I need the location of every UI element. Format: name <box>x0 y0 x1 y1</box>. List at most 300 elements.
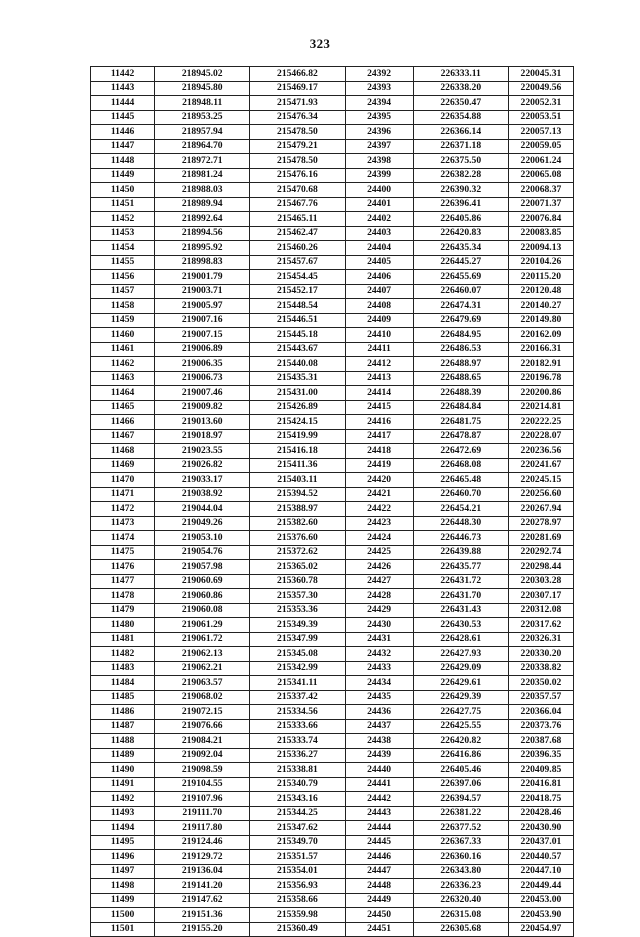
cell-x-coord-b: 226381.22 <box>413 806 508 821</box>
cell-point-id-a: 11467 <box>91 429 155 444</box>
table-row <box>91 125 574 140</box>
cell-x-coord-b: 226430.53 <box>413 618 508 633</box>
cell-x-coord-b: 226429.39 <box>413 690 508 705</box>
table-row <box>91 763 574 778</box>
cell-x-coord-a: 219007.46 <box>155 386 250 401</box>
cell-y-coord-a: 215337.42 <box>250 690 345 705</box>
cell-point-id-a: 11470 <box>91 473 155 488</box>
cell-y-coord-a: 215382.60 <box>250 516 345 531</box>
cell-point-id-a: 11498 <box>91 879 155 894</box>
cell-point-id-a: 11488 <box>91 734 155 749</box>
cell-y-coord-a: 215440.08 <box>250 357 345 372</box>
table-row <box>91 835 574 850</box>
cell-y-coord-a: 215467.76 <box>250 197 345 212</box>
cell-y-coord-b: 220182.91 <box>508 357 573 372</box>
table-row <box>91 661 574 676</box>
table-row <box>91 893 574 908</box>
table-row <box>91 516 574 531</box>
cell-point-id-b: 24395 <box>345 110 413 125</box>
cell-x-coord-a: 219060.08 <box>155 603 250 618</box>
cell-x-coord-b: 226484.84 <box>413 400 508 415</box>
cell-point-id-a: 11449 <box>91 168 155 183</box>
cell-point-id-b: 24405 <box>345 255 413 270</box>
table-row <box>91 371 574 386</box>
cell-y-coord-b: 220052.31 <box>508 96 573 111</box>
table-row <box>91 386 574 401</box>
cell-point-id-b: 24434 <box>345 676 413 691</box>
cell-x-coord-a: 219044.04 <box>155 502 250 517</box>
cell-y-coord-b: 220409.85 <box>508 763 573 778</box>
cell-point-id-b: 24392 <box>345 67 413 82</box>
cell-point-id-a: 11500 <box>91 908 155 923</box>
cell-x-coord-a: 219033.17 <box>155 473 250 488</box>
cell-point-id-a: 11476 <box>91 560 155 575</box>
cell-x-coord-b: 226390.32 <box>413 183 508 198</box>
cell-y-coord-b: 220083.85 <box>508 226 573 241</box>
table-row <box>91 792 574 807</box>
cell-y-coord-a: 215448.54 <box>250 299 345 314</box>
table-row <box>91 444 574 459</box>
cell-x-coord-a: 219006.89 <box>155 342 250 357</box>
cell-x-coord-a: 218945.02 <box>155 67 250 82</box>
cell-y-coord-a: 215465.11 <box>250 212 345 227</box>
cell-y-coord-a: 215376.60 <box>250 531 345 546</box>
cell-y-coord-a: 215345.08 <box>250 647 345 662</box>
cell-point-id-a: 11469 <box>91 458 155 473</box>
cell-x-coord-a: 219155.20 <box>155 922 250 937</box>
cell-point-id-b: 24401 <box>345 197 413 212</box>
cell-y-coord-b: 220326.31 <box>508 632 573 647</box>
cell-x-coord-b: 226460.70 <box>413 487 508 502</box>
cell-point-id-a: 11477 <box>91 574 155 589</box>
cell-point-id-b: 24402 <box>345 212 413 227</box>
cell-point-id-b: 24406 <box>345 270 413 285</box>
cell-point-id-a: 11483 <box>91 661 155 676</box>
cell-y-coord-a: 215344.25 <box>250 806 345 821</box>
cell-x-coord-a: 218998.83 <box>155 255 250 270</box>
cell-y-coord-a: 215340.79 <box>250 777 345 792</box>
cell-y-coord-b: 220059.05 <box>508 139 573 154</box>
cell-y-coord-b: 220373.76 <box>508 719 573 734</box>
cell-x-coord-b: 226427.93 <box>413 647 508 662</box>
cell-point-id-a: 11497 <box>91 864 155 879</box>
cell-y-coord-b: 220115.20 <box>508 270 573 285</box>
cell-point-id-a: 11486 <box>91 705 155 720</box>
table-row <box>91 400 574 415</box>
cell-y-coord-b: 220440.57 <box>508 850 573 865</box>
cell-y-coord-a: 215479.21 <box>250 139 345 154</box>
cell-x-coord-a: 218992.64 <box>155 212 250 227</box>
cell-point-id-a: 11459 <box>91 313 155 328</box>
table-row <box>91 415 574 430</box>
cell-point-id-b: 24403 <box>345 226 413 241</box>
cell-y-coord-b: 220366.04 <box>508 705 573 720</box>
cell-y-coord-a: 215347.99 <box>250 632 345 647</box>
cell-point-id-a: 11468 <box>91 444 155 459</box>
cell-x-coord-b: 226431.70 <box>413 589 508 604</box>
cell-y-coord-a: 215338.81 <box>250 763 345 778</box>
cell-x-coord-a: 219026.82 <box>155 458 250 473</box>
cell-x-coord-b: 226454.21 <box>413 502 508 517</box>
cell-y-coord-b: 220449.44 <box>508 879 573 894</box>
cell-y-coord-b: 220196.78 <box>508 371 573 386</box>
cell-y-coord-a: 215446.51 <box>250 313 345 328</box>
cell-point-id-a: 11462 <box>91 357 155 372</box>
cell-y-coord-b: 220120.48 <box>508 284 573 299</box>
cell-x-coord-b: 226377.52 <box>413 821 508 836</box>
coordinates-table-body <box>91 67 574 937</box>
cell-x-coord-b: 226468.08 <box>413 458 508 473</box>
cell-y-coord-a: 215462.47 <box>250 226 345 241</box>
cell-point-id-b: 24439 <box>345 748 413 763</box>
cell-point-id-b: 24417 <box>345 429 413 444</box>
cell-point-id-a: 11442 <box>91 67 155 82</box>
cell-y-coord-a: 215349.70 <box>250 835 345 850</box>
cell-x-coord-b: 226394.57 <box>413 792 508 807</box>
cell-y-coord-b: 220045.31 <box>508 67 573 82</box>
cell-x-coord-a: 219124.46 <box>155 835 250 850</box>
cell-x-coord-a: 219007.15 <box>155 328 250 343</box>
cell-x-coord-a: 219072.15 <box>155 705 250 720</box>
cell-x-coord-a: 218988.03 <box>155 183 250 198</box>
cell-x-coord-b: 226446.73 <box>413 531 508 546</box>
table-row <box>91 473 574 488</box>
cell-x-coord-a: 219129.72 <box>155 850 250 865</box>
cell-x-coord-a: 219098.59 <box>155 763 250 778</box>
table-row <box>91 879 574 894</box>
cell-point-id-b: 24408 <box>345 299 413 314</box>
cell-point-id-a: 11478 <box>91 589 155 604</box>
table-row <box>91 313 574 328</box>
cell-x-coord-a: 218981.24 <box>155 168 250 183</box>
cell-y-coord-b: 220267.94 <box>508 502 573 517</box>
table-row <box>91 690 574 705</box>
cell-y-coord-b: 220387.68 <box>508 734 573 749</box>
cell-x-coord-a: 219009.82 <box>155 400 250 415</box>
cell-y-coord-a: 215460.26 <box>250 241 345 256</box>
cell-y-coord-b: 220292.74 <box>508 545 573 560</box>
table-row <box>91 748 574 763</box>
cell-y-coord-a: 215431.00 <box>250 386 345 401</box>
cell-point-id-b: 24449 <box>345 893 413 908</box>
table-row <box>91 284 574 299</box>
table-row <box>91 429 574 444</box>
cell-y-coord-a: 215365.02 <box>250 560 345 575</box>
cell-y-coord-a: 215334.56 <box>250 705 345 720</box>
cell-x-coord-b: 226343.80 <box>413 864 508 879</box>
cell-x-coord-b: 226474.31 <box>413 299 508 314</box>
cell-point-id-b: 24428 <box>345 589 413 604</box>
table-row <box>91 850 574 865</box>
cell-point-id-a: 11448 <box>91 154 155 169</box>
table-row <box>91 183 574 198</box>
cell-y-coord-b: 220061.24 <box>508 154 573 169</box>
cell-point-id-a: 11455 <box>91 255 155 270</box>
cell-point-id-b: 24436 <box>345 705 413 720</box>
cell-y-coord-b: 220049.56 <box>508 81 573 96</box>
cell-y-coord-a: 215470.68 <box>250 183 345 198</box>
cell-point-id-b: 24415 <box>345 400 413 415</box>
cell-x-coord-a: 219117.80 <box>155 821 250 836</box>
cell-x-coord-b: 226479.69 <box>413 313 508 328</box>
cell-point-id-b: 24438 <box>345 734 413 749</box>
cell-point-id-a: 11473 <box>91 516 155 531</box>
cell-point-id-a: 11463 <box>91 371 155 386</box>
cell-point-id-a: 11471 <box>91 487 155 502</box>
cell-x-coord-b: 226435.34 <box>413 241 508 256</box>
cell-y-coord-a: 215388.97 <box>250 502 345 517</box>
table-row <box>91 574 574 589</box>
cell-y-coord-b: 220312.08 <box>508 603 573 618</box>
cell-y-coord-a: 215471.93 <box>250 96 345 111</box>
cell-point-id-b: 24411 <box>345 342 413 357</box>
cell-y-coord-b: 220350.02 <box>508 676 573 691</box>
cell-point-id-a: 11465 <box>91 400 155 415</box>
cell-x-coord-b: 226488.39 <box>413 386 508 401</box>
cell-y-coord-b: 220430.90 <box>508 821 573 836</box>
cell-x-coord-a: 218995.92 <box>155 241 250 256</box>
cell-point-id-a: 11479 <box>91 603 155 618</box>
cell-point-id-a: 11474 <box>91 531 155 546</box>
table-row <box>91 821 574 836</box>
cell-y-coord-a: 215419.99 <box>250 429 345 444</box>
cell-y-coord-a: 215476.16 <box>250 168 345 183</box>
table-row <box>91 589 574 604</box>
cell-point-id-b: 24448 <box>345 879 413 894</box>
cell-point-id-b: 24400 <box>345 183 413 198</box>
cell-y-coord-a: 215349.39 <box>250 618 345 633</box>
cell-x-coord-b: 226354.88 <box>413 110 508 125</box>
cell-point-id-a: 11466 <box>91 415 155 430</box>
cell-x-coord-a: 219003.71 <box>155 284 250 299</box>
cell-y-coord-b: 220149.80 <box>508 313 573 328</box>
table-row <box>91 458 574 473</box>
cell-y-coord-b: 220453.90 <box>508 908 573 923</box>
cell-y-coord-a: 215351.57 <box>250 850 345 865</box>
cell-x-coord-b: 226429.09 <box>413 661 508 676</box>
cell-y-coord-b: 220256.60 <box>508 487 573 502</box>
cell-point-id-a: 11492 <box>91 792 155 807</box>
cell-x-coord-a: 219001.79 <box>155 270 250 285</box>
cell-y-coord-b: 220068.37 <box>508 183 573 198</box>
cell-y-coord-a: 215342.99 <box>250 661 345 676</box>
cell-x-coord-b: 226333.11 <box>413 67 508 82</box>
table-row <box>91 922 574 937</box>
cell-x-coord-a: 219049.26 <box>155 516 250 531</box>
cell-x-coord-a: 219054.76 <box>155 545 250 560</box>
table-row <box>91 299 574 314</box>
cell-point-id-b: 24444 <box>345 821 413 836</box>
cell-point-id-a: 11490 <box>91 763 155 778</box>
cell-x-coord-a: 219005.97 <box>155 299 250 314</box>
table-row <box>91 67 574 82</box>
cell-x-coord-b: 226428.61 <box>413 632 508 647</box>
cell-y-coord-b: 220228.07 <box>508 429 573 444</box>
cell-point-id-b: 24450 <box>345 908 413 923</box>
table-row <box>91 197 574 212</box>
cell-point-id-b: 24418 <box>345 444 413 459</box>
cell-point-id-b: 24430 <box>345 618 413 633</box>
cell-point-id-b: 24451 <box>345 922 413 937</box>
cell-point-id-b: 24407 <box>345 284 413 299</box>
cell-y-coord-a: 215416.18 <box>250 444 345 459</box>
cell-x-coord-b: 226405.46 <box>413 763 508 778</box>
cell-x-coord-b: 226427.75 <box>413 705 508 720</box>
cell-x-coord-a: 218957.94 <box>155 125 250 140</box>
cell-y-coord-a: 215360.49 <box>250 922 345 937</box>
cell-x-coord-b: 226338.20 <box>413 81 508 96</box>
cell-y-coord-b: 220357.57 <box>508 690 573 705</box>
cell-point-id-a: 11445 <box>91 110 155 125</box>
cell-y-coord-b: 220076.84 <box>508 212 573 227</box>
cell-x-coord-a: 219061.72 <box>155 632 250 647</box>
table-row <box>91 806 574 821</box>
cell-y-coord-b: 220307.17 <box>508 589 573 604</box>
cell-x-coord-b: 226320.40 <box>413 893 508 908</box>
cell-x-coord-b: 226488.65 <box>413 371 508 386</box>
cell-x-coord-b: 226375.50 <box>413 154 508 169</box>
cell-point-id-a: 11475 <box>91 545 155 560</box>
cell-y-coord-b: 220222.25 <box>508 415 573 430</box>
cell-x-coord-a: 218945.80 <box>155 81 250 96</box>
cell-y-coord-b: 220454.97 <box>508 922 573 937</box>
cell-point-id-a: 11458 <box>91 299 155 314</box>
cell-x-coord-a: 219018.97 <box>155 429 250 444</box>
cell-point-id-b: 24443 <box>345 806 413 821</box>
table-row <box>91 647 574 662</box>
cell-y-coord-b: 220453.00 <box>508 893 573 908</box>
table-row <box>91 487 574 502</box>
cell-point-id-a: 11454 <box>91 241 155 256</box>
cell-y-coord-b: 220416.81 <box>508 777 573 792</box>
cell-point-id-a: 11481 <box>91 632 155 647</box>
cell-y-coord-a: 215341.11 <box>250 676 345 691</box>
cell-point-id-a: 11444 <box>91 96 155 111</box>
cell-point-id-b: 24416 <box>345 415 413 430</box>
cell-y-coord-a: 215336.27 <box>250 748 345 763</box>
cell-y-coord-a: 215469.17 <box>250 81 345 96</box>
cell-y-coord-b: 220278.97 <box>508 516 573 531</box>
cell-y-coord-b: 220200.86 <box>508 386 573 401</box>
cell-x-coord-a: 219023.55 <box>155 444 250 459</box>
cell-x-coord-a: 219007.16 <box>155 313 250 328</box>
table-row <box>91 154 574 169</box>
cell-x-coord-b: 226465.48 <box>413 473 508 488</box>
table-row <box>91 328 574 343</box>
cell-x-coord-a: 219062.21 <box>155 661 250 676</box>
table-row <box>91 545 574 560</box>
cell-y-coord-b: 220241.67 <box>508 458 573 473</box>
cell-x-coord-b: 226488.97 <box>413 357 508 372</box>
cell-point-id-b: 24397 <box>345 139 413 154</box>
table-row <box>91 560 574 575</box>
cell-y-coord-b: 220236.56 <box>508 444 573 459</box>
cell-x-coord-b: 226445.27 <box>413 255 508 270</box>
table-row <box>91 226 574 241</box>
cell-point-id-b: 24413 <box>345 371 413 386</box>
cell-y-coord-b: 220428.46 <box>508 806 573 821</box>
cell-point-id-b: 24421 <box>345 487 413 502</box>
cell-x-coord-a: 219057.98 <box>155 560 250 575</box>
cell-x-coord-a: 219104.55 <box>155 777 250 792</box>
cell-y-coord-b: 220065.08 <box>508 168 573 183</box>
cell-point-id-a: 11447 <box>91 139 155 154</box>
cell-y-coord-a: 215343.16 <box>250 792 345 807</box>
table-row <box>91 502 574 517</box>
cell-point-id-b: 24414 <box>345 386 413 401</box>
cell-x-coord-a: 219076.66 <box>155 719 250 734</box>
cell-point-id-b: 24431 <box>345 632 413 647</box>
cell-y-coord-a: 215359.98 <box>250 908 345 923</box>
cell-point-id-a: 11450 <box>91 183 155 198</box>
cell-point-id-a: 11487 <box>91 719 155 734</box>
cell-y-coord-a: 215394.52 <box>250 487 345 502</box>
cell-x-coord-b: 226420.82 <box>413 734 508 749</box>
cell-point-id-b: 24422 <box>345 502 413 517</box>
cell-x-coord-b: 226405.86 <box>413 212 508 227</box>
cell-x-coord-a: 218994.56 <box>155 226 250 241</box>
cell-x-coord-a: 219006.73 <box>155 371 250 386</box>
cell-x-coord-a: 219141.20 <box>155 879 250 894</box>
table-row <box>91 632 574 647</box>
cell-x-coord-b: 226367.33 <box>413 835 508 850</box>
cell-y-coord-a: 215476.34 <box>250 110 345 125</box>
cell-x-coord-b: 226431.72 <box>413 574 508 589</box>
cell-point-id-b: 24433 <box>345 661 413 676</box>
cell-x-coord-b: 226481.75 <box>413 415 508 430</box>
cell-y-coord-b: 220166.31 <box>508 342 573 357</box>
cell-y-coord-b: 220418.75 <box>508 792 573 807</box>
cell-y-coord-a: 215478.50 <box>250 125 345 140</box>
cell-x-coord-b: 226431.43 <box>413 603 508 618</box>
cell-point-id-a: 11443 <box>91 81 155 96</box>
cell-y-coord-b: 220214.81 <box>508 400 573 415</box>
table-row <box>91 531 574 546</box>
table-row <box>91 908 574 923</box>
table-row <box>91 734 574 749</box>
table-row <box>91 96 574 111</box>
cell-point-id-a: 11456 <box>91 270 155 285</box>
cell-point-id-b: 24419 <box>345 458 413 473</box>
cell-x-coord-b: 226371.18 <box>413 139 508 154</box>
cell-point-id-b: 24420 <box>345 473 413 488</box>
cell-point-id-b: 24425 <box>345 545 413 560</box>
cell-point-id-b: 24437 <box>345 719 413 734</box>
cell-point-id-b: 24409 <box>345 313 413 328</box>
cell-y-coord-a: 215347.62 <box>250 821 345 836</box>
cell-y-coord-b: 220317.62 <box>508 618 573 633</box>
cell-y-coord-a: 215403.11 <box>250 473 345 488</box>
page-number: 323 <box>309 36 331 51</box>
table-row <box>91 719 574 734</box>
cell-point-id-a: 11485 <box>91 690 155 705</box>
cell-point-id-a: 11489 <box>91 748 155 763</box>
cell-point-id-a: 11494 <box>91 821 155 836</box>
cell-x-coord-a: 219063.57 <box>155 676 250 691</box>
cell-x-coord-a: 218953.25 <box>155 110 250 125</box>
table-row <box>91 618 574 633</box>
cell-x-coord-a: 219068.02 <box>155 690 250 705</box>
cell-point-id-a: 11491 <box>91 777 155 792</box>
cell-y-coord-a: 215333.66 <box>250 719 345 734</box>
cell-point-id-a: 11484 <box>91 676 155 691</box>
cell-x-coord-a: 219092.04 <box>155 748 250 763</box>
cell-x-coord-b: 226305.68 <box>413 922 508 937</box>
cell-y-coord-a: 215426.89 <box>250 400 345 415</box>
cell-x-coord-a: 219147.62 <box>155 893 250 908</box>
cell-y-coord-a: 215424.15 <box>250 415 345 430</box>
cell-x-coord-b: 226460.07 <box>413 284 508 299</box>
